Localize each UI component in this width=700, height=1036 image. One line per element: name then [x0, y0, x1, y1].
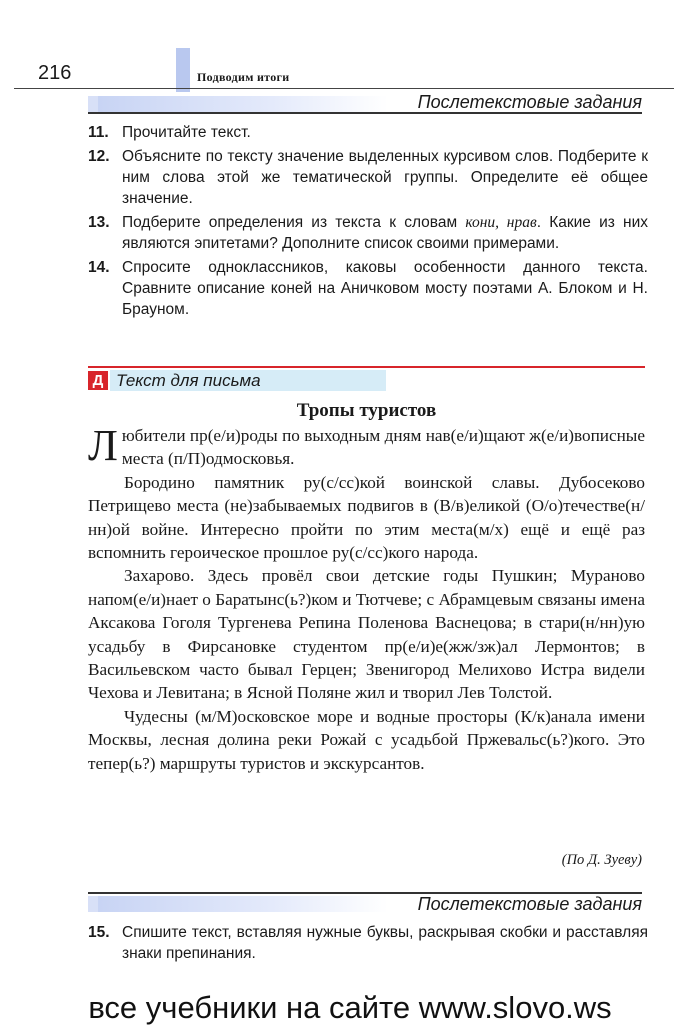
section-bar-fade — [88, 96, 388, 112]
paragraph-4: Чудесны (м/М)осковское море и водные просторы (К/к)анала имени Москвы, лесная долина реки Рожай с усадьбой Пржевальс(ь?)кого. Это тепер(ь?) маршруты туристов и экскурсантов. — [88, 706, 645, 773]
task-number: 14. — [88, 259, 110, 276]
task-italic-words: кони, нрав — [465, 214, 537, 231]
running-head: Подводим итоги — [197, 70, 290, 84]
section-title: Послетекстовые задания — [417, 894, 642, 914]
section-bar-post-text-tasks-2 — [88, 892, 642, 914]
task-13 — [88, 212, 648, 254]
task-number: 12. — [88, 148, 110, 165]
task-text: Прочитайте текст. — [122, 124, 251, 141]
task-number: 13. — [88, 214, 110, 231]
task-text-end: . Какие из них являются эпитетами? Дополните список своими примерами. — [122, 214, 649, 252]
task-list — [88, 122, 648, 323]
section-bar-fade — [88, 896, 388, 912]
text-title: Тропы туристов — [296, 400, 437, 421]
section-title: Послетекстовые задания — [417, 92, 642, 112]
writing-section-heading — [88, 366, 645, 392]
task-text: Спросите одноклассников, каковы особенности данного текста. Сравните описание коней на Аничковом мосту поэтами А. Блоком и Н. Брауном. — [122, 259, 648, 318]
paragraph-2: Бородино памятник ру(с/сс)кой воинской славы. Дубосеково Петрищево места (не)забываемых подвигов в (В/в)еликой (О/о)течестве(н/нн)ой войне. Интересно пройти по этим места(м/х) ещё и ещё раз вспомнить героическое прошлое ру(с/сс)кого народа. — [88, 472, 645, 563]
task-text: Объясните по тексту значение выделенных курсивом слов. Подберите к ним слова этой же тематической группы. Определите её общее значение. — [122, 148, 648, 207]
task-text-start: Подберите определения из текста к словам — [122, 214, 466, 231]
task-11 — [88, 122, 648, 143]
footer-banner: все учебники на сайте www.slovo.ws — [88, 990, 612, 1025]
task-text: Спишите текст, вставляя нужные буквы, раскрывая скобки и расставляя знаки препинания. — [122, 924, 648, 962]
task-15 — [88, 922, 648, 964]
task-14 — [88, 257, 648, 320]
attribution: (По Д. Зуеву) — [561, 852, 642, 868]
section-bar-post-text-tasks — [88, 92, 642, 114]
task-number: 15. — [88, 924, 110, 941]
task-list-2 — [88, 922, 648, 967]
d-badge: Д — [88, 371, 108, 390]
task-number: 11. — [88, 124, 109, 141]
red-rule — [88, 366, 645, 368]
task-12 — [88, 146, 648, 209]
drop-cap: Л — [88, 421, 118, 470]
page-number: 216 — [38, 62, 72, 84]
header-tab — [176, 48, 190, 92]
paragraph-text: юбители пр(е/и)роды по выходным дням нав(е/и)щают ж(е/и)вописные места (п/П)одмосковья. — [121, 426, 645, 469]
header-rule — [14, 88, 674, 89]
paragraph-1 — [88, 421, 645, 471]
main-text — [88, 421, 645, 775]
paragraph-3: Захарово. Здесь провёл свои детские годы Пушкин; Мураново напом(е/и)нает о Баратынс(ь?)ком и Тютчеве; с Абрамцевым связаны имена Аксакова Гоголя Тургенева Репина Поленова Васнецова; в стари(н/нн)ую усадьбу в Фирсановке студентом пр(е/и)е(жж/зж)ал Лермонтов; в Васильевском часто бывал Герцен; Звенигород Мелихово Истра видели Чехова и Левитана; в Ясной Поляне жил и творил Лев Толстой. — [88, 566, 645, 703]
writing-label: Текст для письма — [110, 370, 386, 391]
